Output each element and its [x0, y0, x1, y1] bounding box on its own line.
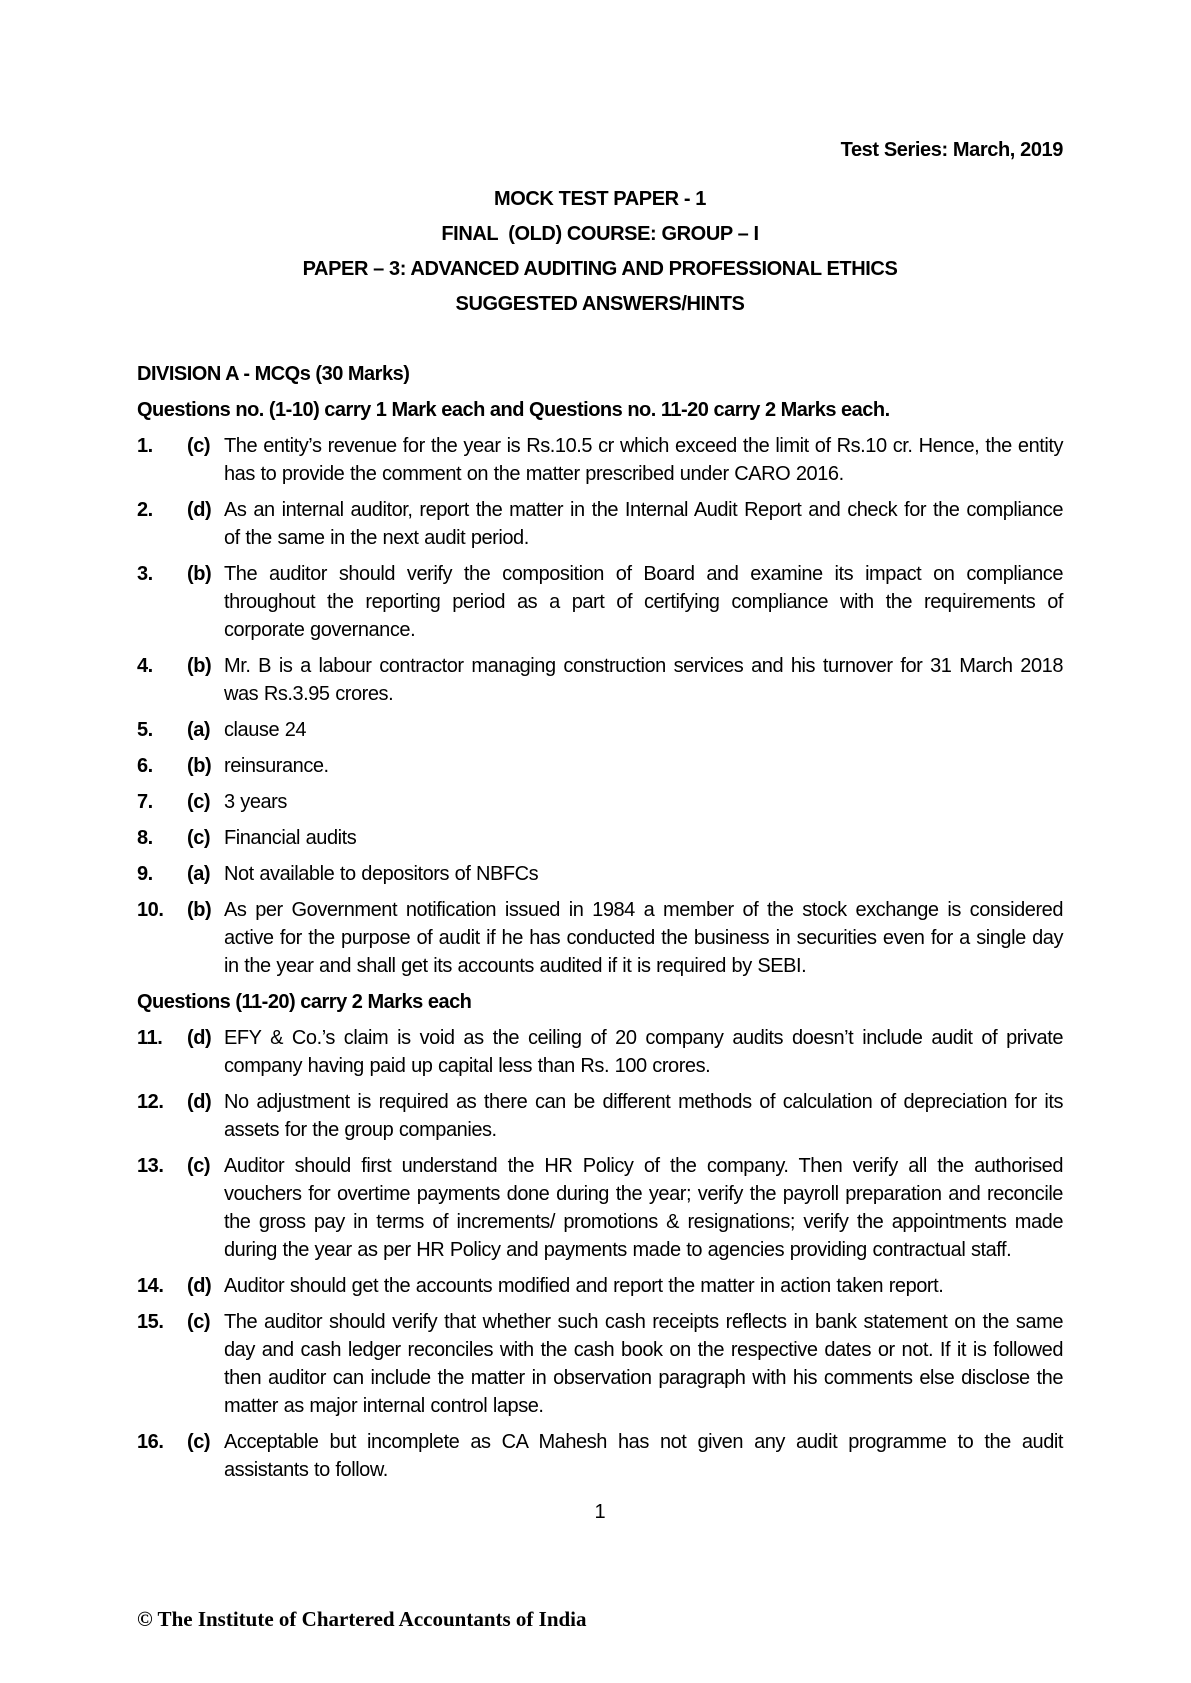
paper-title: PAPER – 3: ADVANCED AUDITING AND PROFESSIONAL ETHICS — [302, 258, 898, 280]
question-number: 10. — [137, 899, 164, 921]
question-number: 6. — [137, 755, 153, 777]
answer-text: Acceptable but incomplete as CA Mahesh has not given any audit programme to the audit assistants to follow. — [224, 1431, 1063, 1481]
question-number: 8. — [137, 827, 153, 849]
question-number: 12. — [137, 1091, 164, 1113]
question-number: 7. — [137, 791, 153, 813]
answer-text: 3 years — [224, 791, 287, 813]
answer-option: (c) — [187, 827, 211, 849]
answer-option: (c) — [187, 1311, 211, 1333]
question-number: 3. — [137, 563, 153, 585]
answer-option: (c) — [187, 1155, 211, 1177]
question-number: 16. — [137, 1431, 164, 1453]
question-number: 5. — [137, 719, 153, 741]
answer-text: EFY & Co.’s claim is void as the ceiling of 20 company audits doesn’t include audit of private company having paid up capital less than Rs. 100 crores. — [224, 1027, 1063, 1077]
answer-option: (b) — [187, 899, 212, 921]
page-number: 1 — [594, 1501, 606, 1523]
answer-text: clause 24 — [224, 719, 307, 741]
question-number: 11. — [137, 1027, 163, 1049]
answer-option: (a) — [187, 719, 211, 741]
copyright-footer: © The Institute of Chartered Accountants of India — [137, 1607, 587, 1631]
answer-text: Auditor should get the accounts modified and report the matter in action taken report. — [224, 1275, 944, 1297]
question-number: 4. — [137, 655, 153, 677]
questions-11-20-heading: Questions (11-20) carry 2 Marks each — [137, 991, 472, 1013]
mock-test-paper-title: MOCK TEST PAPER - 1 — [493, 188, 707, 210]
question-number: 15. — [137, 1311, 164, 1333]
answer-option: (d) — [187, 1027, 212, 1049]
mcq-answer-row — [137, 896, 1063, 980]
answer-text: As per Government notification issued in 1984 a member of the stock exchange is considered active for the purpose of audit if he has conducted the business in securities even for a single day in the year and shall get its accounts audited if it is required by SEBI. — [224, 899, 1063, 977]
mcq-answer-row — [137, 752, 1063, 780]
division-a-heading: DIVISION A - MCQs (30 Marks) — [137, 363, 410, 385]
answer-option: (c) — [187, 791, 211, 813]
question-number: 2. — [137, 499, 153, 521]
answer-option: (c) — [187, 1431, 211, 1453]
question-number: 13. — [137, 1155, 164, 1177]
mcq-answer-row — [137, 788, 1063, 816]
mcq-answer-row — [137, 1152, 1063, 1264]
mcq-answer-row — [137, 560, 1063, 644]
mcq-answer-row — [137, 860, 1063, 888]
answer-text: Auditor should first understand the HR Policy of the company. Then verify all the authorised vouchers for overtime payments done during the year; verify the payroll preparation and reconcile the gross pay in terms of increments/ promotions & resignations; verify the appointments made during the year as per HR Policy and payments made to agencies providing contractual staff. — [224, 1155, 1063, 1261]
answer-text: As an internal auditor, report the matter in the Internal Audit Report and check for the compliance of the same in the next audit period. — [224, 499, 1063, 549]
mcq-answer-row — [137, 716, 1063, 744]
mcq-answer-row — [137, 1428, 1063, 1484]
mcq-answer-row — [137, 1308, 1063, 1420]
mcq-answer-row — [137, 496, 1063, 552]
mcq-answer-row — [137, 432, 1063, 488]
answer-option: (c) — [187, 435, 211, 457]
answer-option: (d) — [187, 499, 212, 521]
answer-option: (b) — [187, 655, 212, 677]
mcq-answer-row — [137, 1024, 1063, 1080]
suggested-answers-title: SUGGESTED ANSWERS/HINTS — [455, 293, 745, 315]
test-series-label: Test Series: March, 2019 — [840, 139, 1063, 161]
answer-text: The auditor should verify the composition of Board and examine its impact on compliance throughout the reporting period as a part of certifying compliance with the requirements of corporate governance. — [224, 563, 1063, 641]
question-number: 14. — [137, 1275, 164, 1297]
answer-option: (b) — [187, 563, 212, 585]
answer-option: (b) — [187, 755, 212, 777]
answer-option: (a) — [187, 863, 211, 885]
mcq-answer-row — [137, 1272, 1063, 1300]
course-title: FINAL (OLD) COURSE: GROUP – I — [441, 223, 759, 245]
page-content — [137, 138, 1063, 1492]
mcq-answer-row — [137, 652, 1063, 708]
answer-option: (d) — [187, 1275, 212, 1297]
answer-text: Not available to depositors of NBFCs — [224, 863, 539, 885]
answer-text: No adjustment is required as there can be different methods of calculation of depreciation for its assets for the group companies. — [224, 1091, 1063, 1141]
question-number: 1. — [137, 435, 153, 457]
answer-text: reinsurance. — [224, 755, 329, 777]
answer-text: The auditor should verify that whether such cash receipts reflects in bank statement on the same day and cash ledger reconciles with the cash book on the respective dates or not. If it is followed then auditor can include the matter in observation paragraph with his comments else disclose the matter as major internal control lapse. — [224, 1311, 1063, 1417]
mcq-answer-row — [137, 824, 1063, 852]
answer-option: (d) — [187, 1091, 212, 1113]
question-number: 9. — [137, 863, 153, 885]
mcq-answer-row — [137, 1088, 1063, 1144]
answer-text: Financial audits — [224, 827, 357, 849]
marks-allocation-note: Questions no. (1-10) carry 1 Mark each and Questions no. 11-20 carry 2 Marks each. — [137, 399, 890, 421]
answer-text: The entity’s revenue for the year is Rs.10.5 cr which exceed the limit of Rs.10 cr. Hence, the entity has to provide the comment on the matter prescribed under CARO 2016. — [224, 435, 1063, 485]
answer-text: Mr. B is a labour contractor managing construction services and his turnover for 31 March 2018 was Rs.3.95 crores. — [224, 655, 1063, 705]
